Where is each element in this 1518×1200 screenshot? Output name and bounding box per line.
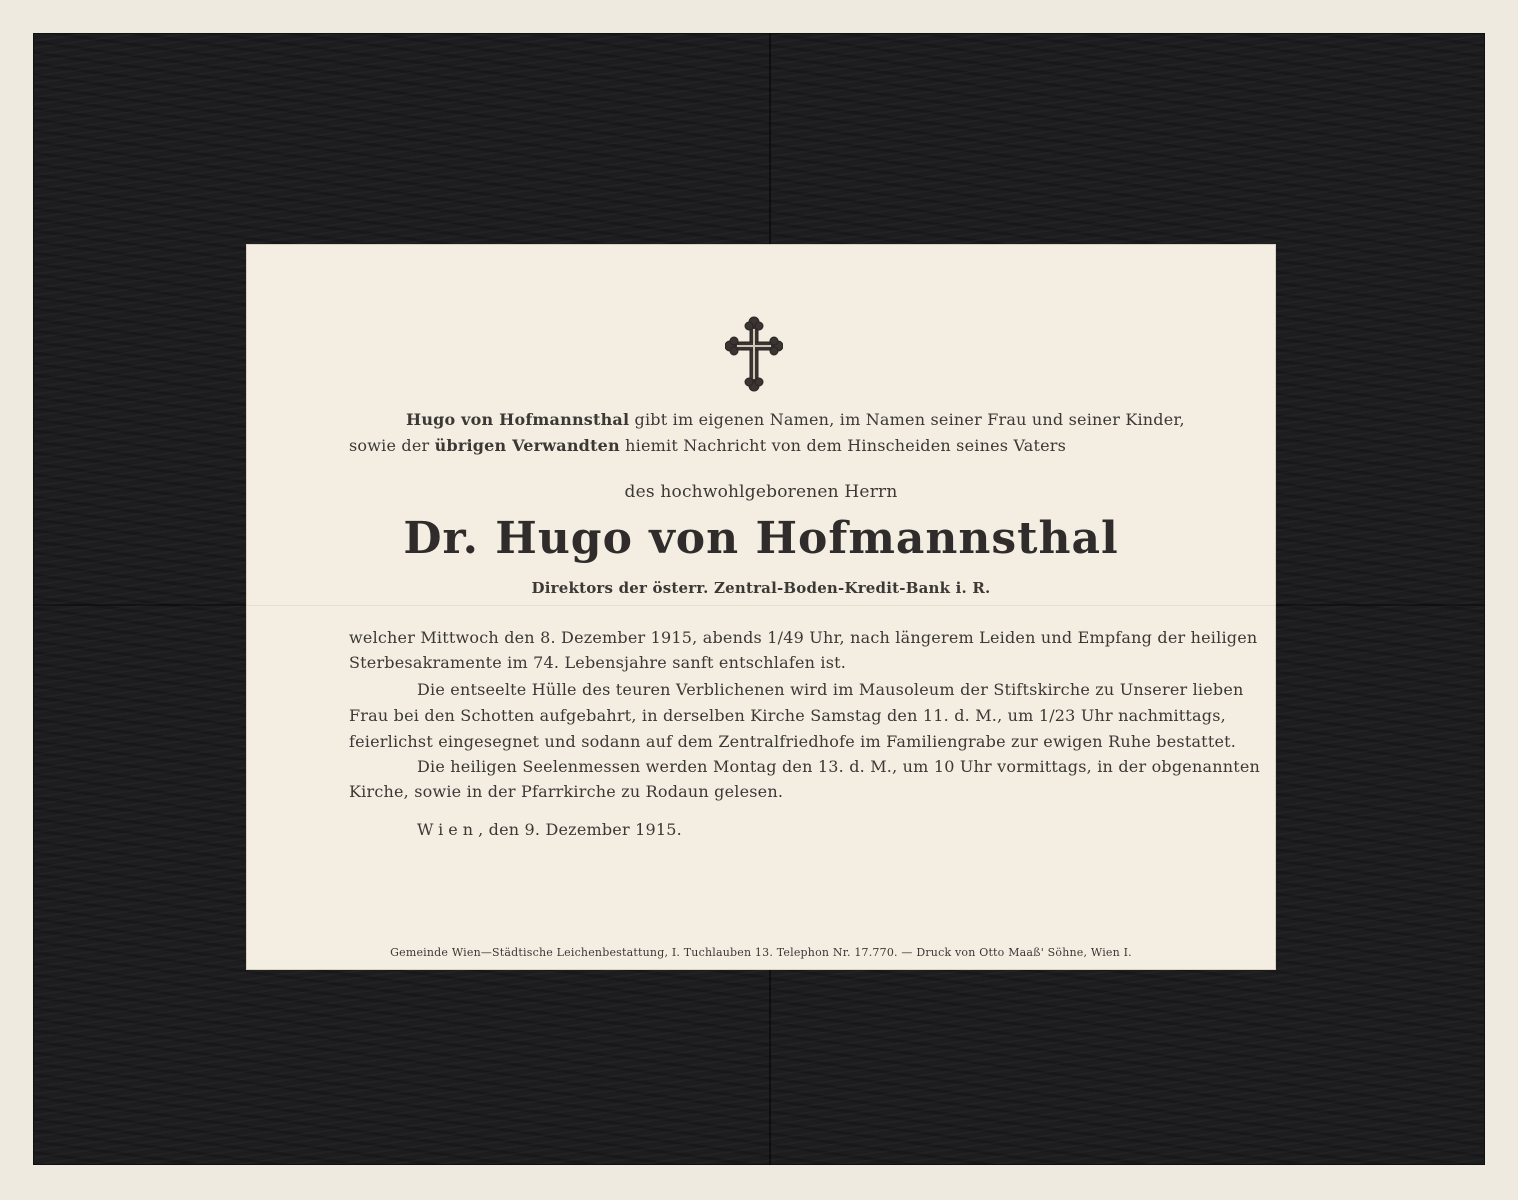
place-name: Wien [417, 820, 479, 839]
body-line-2: Sterbesakramente im 74. Lebensjahre sanft entschlafen ist. [349, 653, 847, 672]
body-line-3 [417, 677, 1244, 703]
deceased-name: Dr. Hugo von Hofmannsthal [403, 513, 1119, 564]
honorific-line: des hochwohlgeborenen Herrn [624, 482, 898, 502]
death-notice-card [246, 244, 1276, 970]
body-line-1-text: welcher Mittwoch den 8. Dezember 1915, abends 1/49 Uhr, nach längerem Leiden und Empfang der heiligen [349, 628, 1258, 647]
intro-line-2-start: sowie der [349, 436, 435, 455]
body-line-5: feierlichst eingesegnet und sodann auf dem Zentralfriedhofe im Familiengrabe zur ewigen Ruhe bestattet. [349, 732, 1237, 751]
body-line-6 [417, 754, 1261, 780]
printer-footer: Gemeinde Wien—Städtische Leichenbestattung, I. Tuchlauben 13. Telephon Nr. 17.770. — Druck von Otto Maaß' Söhne, Wien I. [390, 946, 1132, 959]
body-line-7: Kirche, sowie in der Pfarrkirche zu Rodaun gelesen. [349, 782, 784, 801]
body-line-1 [349, 625, 1258, 651]
body-line-3-text: Die entseelte Hülle des teuren Verblichenen wird im Mausoleum der Stiftskirche zu Unserer lieben [417, 680, 1244, 699]
intro-line-2 [349, 433, 1066, 459]
budded-cross-icon [725, 315, 783, 393]
intro-line-1-text: gibt im eigenen Namen, im Namen seiner Frau und seiner Kinder, [629, 410, 1185, 429]
deceased-title: Direktors der österr. Zentral-Boden-Kredit-Bank i. R. [531, 579, 991, 597]
body-line-4 [349, 703, 1226, 729]
intro-line-2-text: hiemit Nachricht von dem Hinscheiden seines Vaters [619, 436, 1067, 455]
date-text: , den 9. Dezember 1915. [478, 820, 682, 839]
body-line-6-text: Die heiligen Seelenmessen werden Montag den 13. d. M., um 10 Uhr vormittags, in der obgenannten [417, 757, 1261, 776]
relatives-label: übrigen Verwandten [434, 436, 620, 455]
announcer-name: Hugo von Hofmannsthal [406, 410, 630, 429]
place-and-date [417, 817, 682, 843]
card-fold-crease [247, 605, 1275, 606]
body-line-4-text: Frau bei den Schotten aufgebahrt, in derselben Kirche Samstag den 11. d. M., um 1/23 Uhr nachmittags, [349, 706, 1226, 725]
intro-line-1 [406, 407, 1185, 433]
